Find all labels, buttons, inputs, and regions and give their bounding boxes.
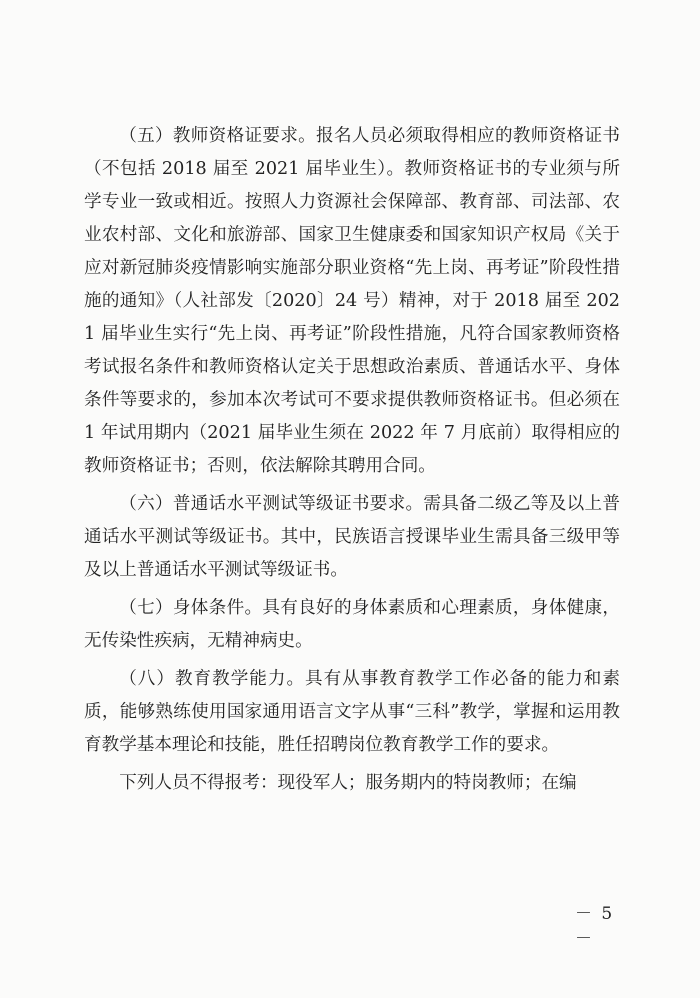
page-number: － 5 － xyxy=(575,904,615,949)
paragraph-teacher-certificate: （五）教师资格证要求。报名人员必须取得相应的教师资格证书（不包括 2018 届至 2021 届毕业生）。教师资格证书的专业须与所学专业一致或相近。按照人力资源社会保障部、教育部、司法部、农业农村部、文化和旅游部、国家卫生健康委和国家知识产权局《关于应对新冠肺炎疫情影响实施部分职业资格“先上岗、再考证”阶段性措施的通知》（人社部发〔2020〕24 号）精神，对于 2018 届至 2021 届毕业生实行“先上岗、再考证”阶段性措施，凡符合国家教师资格考试报名条件和教师资格认定关于思想政治素质、普通话水平、身体条件等要求的，参加本次考试可不要求提供教师资格证书。但必须在 1 年试用期内（2021 届毕业生须在 2022 年 7 月底前）取得相应的教师资格证书；否则，依法解除其聘用合同。 xyxy=(84,126,620,476)
document-body xyxy=(84,120,620,805)
paragraph-mandarin-certificate: （六）普通话水平测试等级证书要求。需具备二级乙等及以上普通话水平测试等级证书。其中，民族语言授课毕业生需具备三级甲等及以上普通话水平测试等级证书。 xyxy=(84,494,620,580)
paragraph-physical-condition: （七）身体条件。具有良好的身体素质和心理素质，身体健康，无传染性疾病，无精神病史。 xyxy=(84,598,620,651)
paragraph-ineligible-applicants: 下列人员不得报考：现役军人；服务期内的特岗教师；在编 xyxy=(119,773,577,793)
paragraph-teaching-ability: （八）教育教学能力。具有从事教育教学工作必备的能力和素质，能够熟练使用国家通用语言文字从事“三科”教学，掌握和运用教育教学基本理论和技能，胜任招聘岗位教育教学工作的要求。 xyxy=(84,669,620,755)
